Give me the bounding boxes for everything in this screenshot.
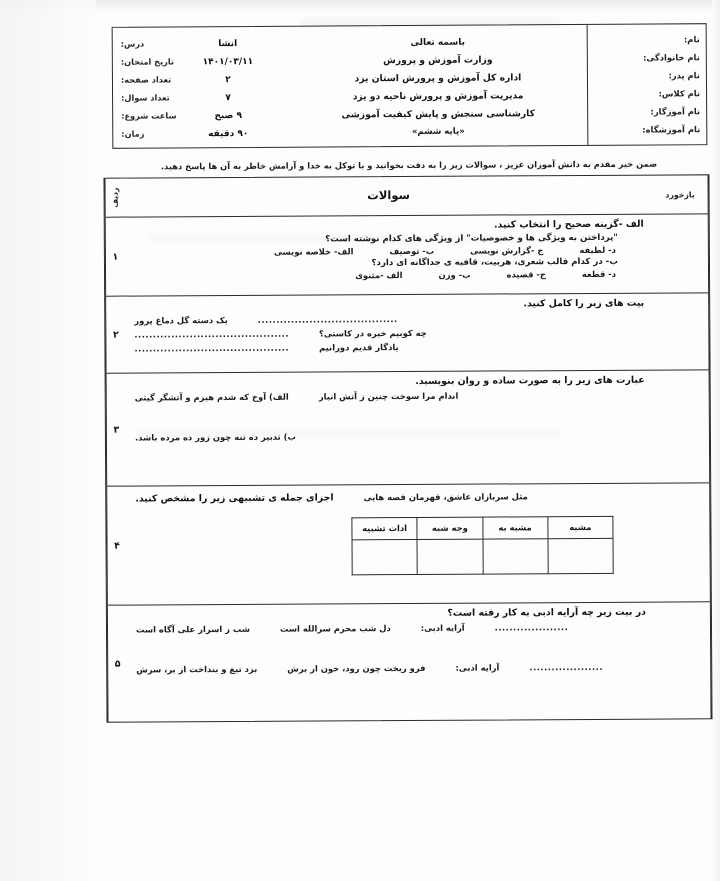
table-row (105, 293, 709, 373)
answer-space[interactable] (135, 401, 645, 430)
meta-subject-label: درس: (120, 38, 145, 49)
table-row (105, 214, 709, 296)
meta-subject (121, 38, 283, 50)
questions-table (103, 174, 712, 722)
scan-left-margin-artifact (0, 0, 96, 881)
question-number-cell (106, 487, 127, 605)
feedback-cell[interactable] (654, 483, 711, 601)
question-title: عبارت های زیر را به صورت ساده و روان بنویسید. (415, 374, 645, 387)
option-a-1[interactable]: الف- خلاصه نویسی (274, 246, 354, 257)
verse-2-right: بزد تیغ و بنداخت از بر، سرش (136, 663, 258, 675)
item-b-right: ب) تدبیر ده تنه چون زور ده مرده باشد. (134, 431, 296, 443)
option-a-2[interactable]: ب- توصیف (389, 245, 435, 256)
meta-question-count-value: ۷ (225, 92, 231, 103)
option-b-1[interactable]: الف -مثنوی (355, 269, 403, 281)
question-body (127, 603, 656, 722)
ministry-line: وزارت آموزش و پرورش (383, 54, 493, 66)
option-b-2[interactable]: ب- وزن (438, 269, 471, 280)
question-number: ۱ (112, 251, 119, 263)
meta-duration-label: زمان: (121, 128, 145, 139)
question-number: ۴ (114, 540, 120, 552)
question-number: ۲ (112, 329, 119, 341)
province-office-line: اداره کل آموزش و پرورش استان یزد (354, 72, 522, 85)
meta-exam-date-label: تاریخ امتحان: (120, 55, 175, 67)
question-number: ۵ (114, 658, 121, 670)
student-field-father: نام پدر: (668, 70, 700, 81)
table-header-row (104, 175, 708, 217)
question-number-cell (105, 218, 125, 296)
verse-1-left: دل شب محرم سرالله است (279, 622, 391, 634)
questions-header-label: سوالات (367, 187, 410, 203)
student-field-teacher: نام آموزگار: (650, 106, 701, 117)
question-prompt-a: "پرداختن به ویژگی ها و خصوصیات" از ویژگی های کدام نوشته است؟ (325, 232, 618, 245)
student-field-school: نام آموزشگاه: (642, 124, 701, 135)
scan-right-margin-artifact (712, 0, 720, 881)
answer-space[interactable] (136, 633, 646, 662)
verse-1-answer-blank[interactable]: .................... (494, 621, 569, 633)
student-field-class: نام کلاس: (658, 88, 701, 99)
option-a-4[interactable]: د- لطیفه (579, 244, 616, 255)
question-prompt-b: ب- در کدام قالب شعری، هربیت، قافیه ی جداگانه ای دارد؟ (371, 256, 618, 268)
exam-meta-block (113, 31, 290, 146)
verse-left-hemistich: یادگار قدیم دورانیم (319, 341, 399, 353)
meta-subject-value: انشا (218, 38, 238, 49)
feedback-cell[interactable] (654, 370, 711, 482)
simile-answer-moshabbah-beh[interactable] (483, 538, 548, 573)
question-title: بیت های زیر را کامل کنید. (523, 297, 645, 310)
ministry-title-block (288, 29, 589, 145)
simile-header-moshabbah: مشبه (548, 516, 613, 538)
simile-header-row (352, 516, 613, 539)
answer-space[interactable] (136, 673, 646, 690)
question-title-row (135, 488, 645, 509)
simile-answer-vajh-shabah[interactable] (417, 539, 482, 574)
question-number-cell (106, 374, 127, 486)
column-header-radif (104, 179, 124, 217)
verse-blank[interactable]: .......................................... (134, 342, 290, 354)
verse-2-answer-label: آرایه ادبی: (455, 662, 500, 673)
meta-question-count-label: تعداد سوال: (121, 92, 170, 103)
simile-header-moshabbah-beh: مشبه به (482, 516, 547, 538)
simile-answer-row (352, 538, 613, 574)
simile-header-vajh-shabah: وجه شبه (417, 517, 482, 539)
question-body (125, 294, 653, 373)
question-title: اجزای جمله ی تشبیهی زیر را مشخص کنید. (135, 492, 334, 505)
basmala-line: باسمه تعالی (410, 37, 466, 48)
options-row-b (134, 267, 644, 282)
feedback-header-label: بازخورد (665, 189, 695, 200)
exam-header-box (112, 23, 708, 149)
verse-blank[interactable]: ...................................... (257, 313, 398, 325)
table-row (107, 602, 712, 721)
meta-start-time (121, 110, 283, 122)
radif-header-label: ردیف (110, 187, 120, 208)
option-a-3[interactable]: ج -گزارش نویسی (470, 244, 544, 256)
student-info-fields (588, 28, 707, 143)
question-title: الف -گزینه صحیح را انتخاب کنید. (493, 218, 644, 231)
verse-1-right: شب ز اسرار علی آگاه است (135, 623, 250, 635)
meta-start-time-label: ساعت شروع: (121, 109, 177, 121)
welcome-instruction-text: ضمن خیر مقدم به دانش آموزان عزیز ، سوالات زیر را به دقت بخوانید و با توکل به خدا و آرامش خاطر به آن ها پاسخ دهید. (160, 158, 658, 172)
question-number-cell (107, 606, 128, 722)
column-header-questions (124, 176, 652, 217)
question-body (125, 215, 653, 296)
student-field-family: نام خانوادگی: (643, 52, 700, 63)
item-a-left: اندام مرا سوخت چنین ز آتش انبار (318, 390, 459, 402)
option-b-4[interactable]: د- قطعه (581, 268, 617, 279)
meta-start-time-value: ۹ صبح (214, 110, 242, 121)
verse-2-answer-blank[interactable]: .................... (529, 661, 604, 673)
simile-parts-table (351, 516, 613, 575)
verse-blank[interactable]: .......................................... (134, 328, 290, 340)
verse-left-hemistich: چه کوبیم خیره در کاستی؟ (318, 327, 427, 339)
scan-top-edge-artifact (0, 0, 720, 14)
feedback-cell[interactable] (653, 293, 709, 369)
meta-duration (121, 128, 283, 140)
question-number-cell (105, 297, 125, 373)
verse-line (134, 338, 644, 355)
meta-page-count (121, 74, 283, 86)
meta-page-count-value: ۲ (225, 74, 231, 85)
student-field-name: نام: (683, 34, 700, 45)
meta-question-count (121, 92, 283, 104)
verse-2-left: فرو ریخت چون رود، خون از برش (287, 662, 426, 674)
table-row (106, 483, 711, 605)
table-row (106, 370, 711, 486)
meta-exam-date-value: ۱۴۰۱/۰۳/۱۱ (202, 56, 254, 67)
district-office-line: مدیریت آموزش و پرورش ناحیه دو یزد (352, 90, 524, 103)
verse-1-answer-label: آرایه ادبی: (420, 622, 465, 633)
assessment-unit-line: کارشناسی سنجش و پایش کیفیت آموزشی (341, 108, 535, 121)
column-header-feedback (652, 175, 708, 213)
question-body (126, 484, 655, 605)
simile-answer-adat-tashbih[interactable] (352, 539, 417, 574)
feedback-cell[interactable] (655, 602, 712, 718)
question-title: در بیت زیر چه آرایه ادبی به کار رفته است؟ (447, 606, 646, 619)
item-a-right: الف) آوخ که شدم هیزم و آتشگر گیتی (134, 391, 289, 403)
meta-page-count-label: تعداد صفحه: (120, 74, 172, 85)
simile-answer-moshabbah[interactable] (548, 538, 613, 573)
grade-level-line: «پایه ششم» (411, 126, 465, 138)
meta-exam-date (121, 56, 283, 68)
feedback-cell[interactable] (653, 214, 709, 292)
question-body (126, 371, 655, 486)
meta-duration-value: ۹۰ دقیقه (208, 128, 249, 139)
question-number: ۳ (113, 424, 120, 436)
simile-sentence: مثل سربازان عاشق، قهرمان قصه هایی (363, 491, 528, 503)
verse-right-hemistich: یک دسته گل دماغ پرور (134, 314, 228, 326)
option-b-3[interactable]: ج- قصیده (506, 268, 546, 280)
simile-header-adat-tashbih: ادات تشبیه (352, 517, 417, 539)
answer-space[interactable] (135, 441, 645, 458)
